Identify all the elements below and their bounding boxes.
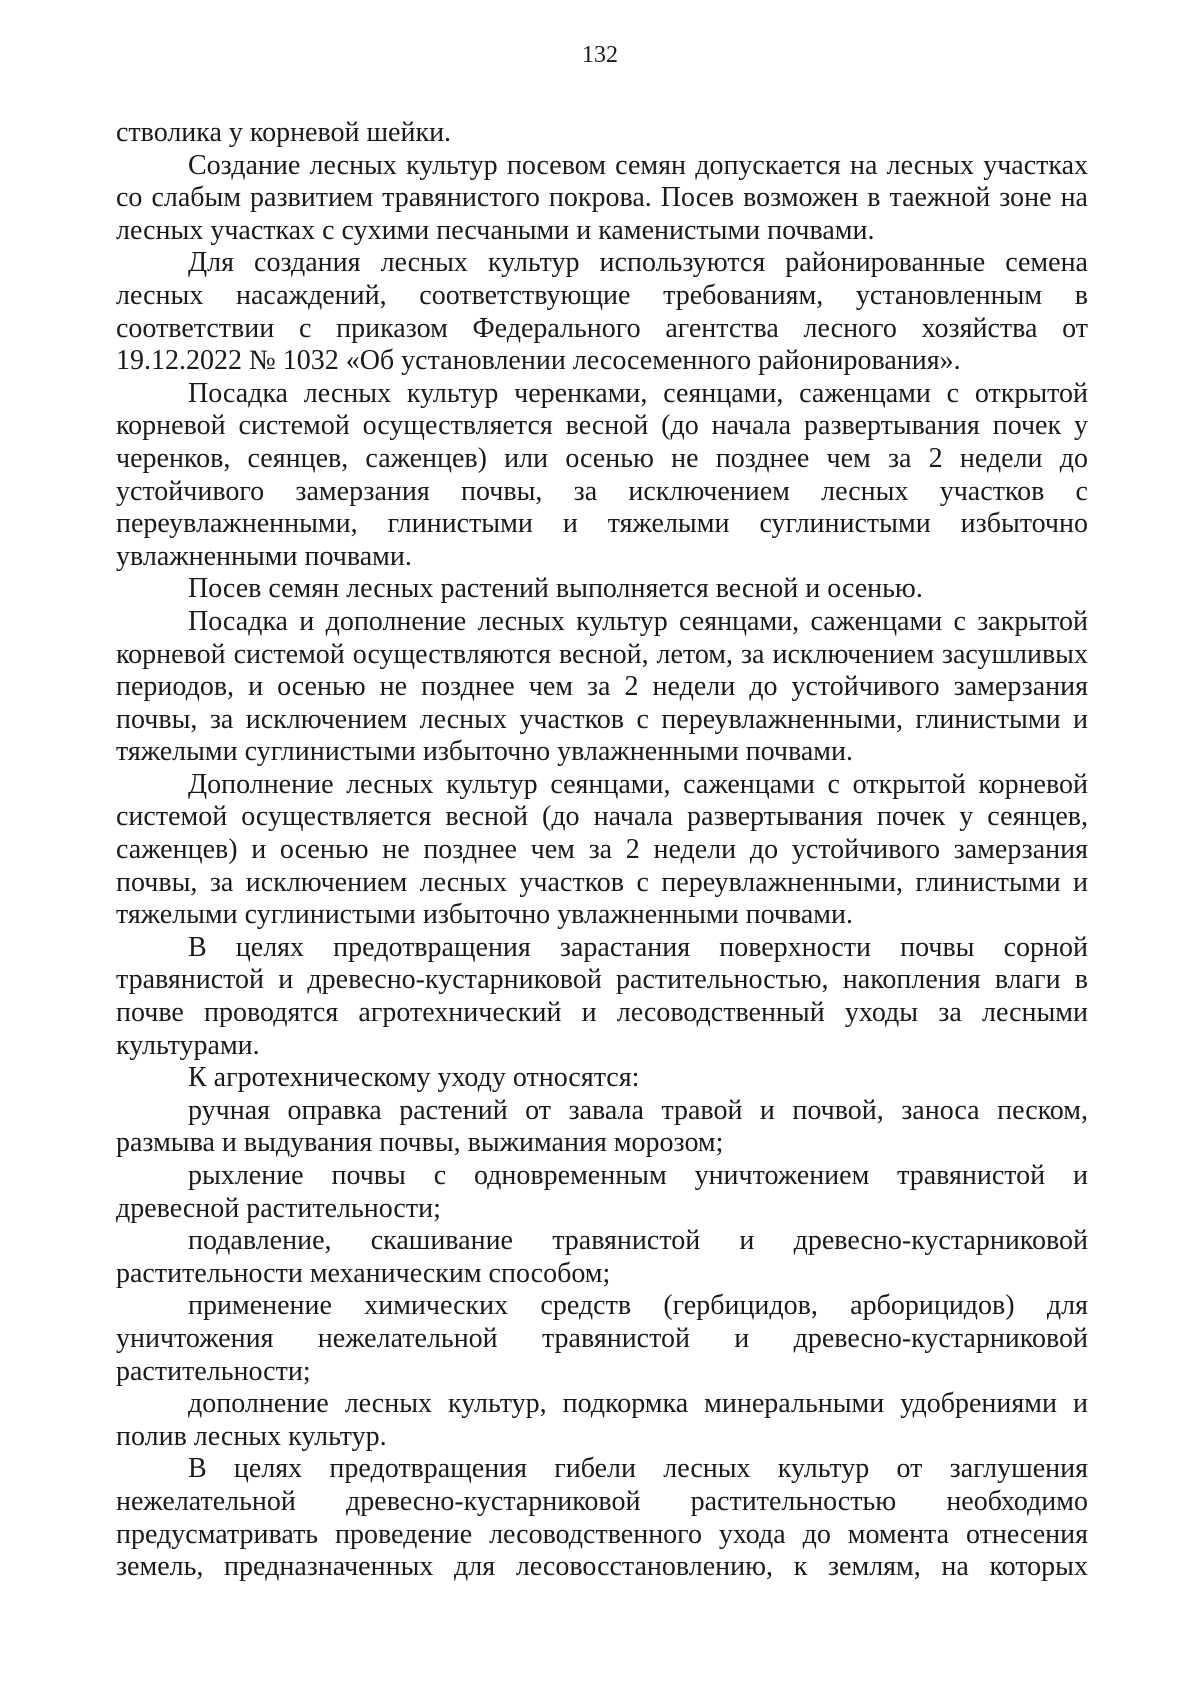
paragraph-closed-root-planting: Посадка и дополнение лесных культур сеянцами, саженцами с закрытой корневой системой осуществляются весной, летом, за исключением засушливых периодов, и осенью не позднее чем за 2 недели до устойчивого замерзания почвы, за исключением лесных участков с переувлажненными, глинистыми и тяжелыми суглинистыми избыточно увлажненными почвами. bbox=[116, 605, 1088, 768]
paragraph-seed-sowing: Создание лесных культур посевом семян допускается на лесных участках со слабым развитием травянистого покрова. Посев возможен в таежной зоне на лесных участках с сухими песчаными и каменистыми почвами. bbox=[116, 149, 1088, 246]
list-item-fertilizing: дополнение лесных культур, подкормка минеральными удобрениями и полив лесных культур. bbox=[116, 1388, 1088, 1452]
paragraph-agrotechnical-heading: К агротехническому уходу относятся: bbox=[188, 1062, 640, 1094]
paragraph-silvicultural-care: В целях предотвращения гибели лесных культур от заглушения нежелательной древесно-кустарниковой растительностью необходимо предусматривать проведение лесоводственного ухода до момента отнесения земель, предназначенных для лесовосстановлению, к землям, на которых bbox=[116, 1453, 1088, 1583]
paragraph-continuation: стволика у корневой шейки. bbox=[116, 117, 452, 148]
paragraph-sowing-season: Посев семян лесных растений выполняется весной и осенью. bbox=[188, 573, 923, 605]
paragraph-open-root-planting: Посадка лесных культур черенками, сеянцами, саженцами с открытой корневой системой осуществляется весной (до начала развертывания почек у черенков, сеянцев, саженцев) или осенью не позднее чем за 2 недели до устойчивого замерзания почвы, за исключением лесных участков с переувлажненными, глинистыми и тяжелыми суглинистыми избыточно увлажненными почвами. bbox=[116, 377, 1088, 572]
paragraph-supplementing: Дополнение лесных культур сеянцами, саженцами с открытой корневой системой осуществляется весной (до начала развертывания почек у сеянцев, саженцев) и осенью не позднее чем за 2 недели до устойчивого замерзания почвы, за исключением лесных участков с переувлажненными, глинистыми и тяжелыми суглинистыми избыточно увлажненными почвами. bbox=[116, 768, 1088, 931]
document-body bbox=[116, 117, 1088, 1584]
list-item-mowing: подавление, скашивание травянистой и древесно-кустарниковой растительности механическим способом; bbox=[116, 1225, 1088, 1289]
list-item-chemicals: применение химических средств (гербицидов, арборицидов) для уничтожения нежелательной травянистой и древесно-кустарниковой растительности; bbox=[116, 1290, 1088, 1387]
list-item-manual-correction: ручная оправка растений от завала травой и почвой, заноса песком, размыва и выдувания почвы, выжимания морозом; bbox=[116, 1094, 1088, 1159]
paragraph-seed-zoning: Для создания лесных культур используются районированные семена лесных насаждений, соответствующие требованиям, установленным в соответствии с приказом Федерального агентства лесного хозяйства от 19.12.2022 № 1032 «Об установлении лесосеменного районирования». bbox=[116, 247, 1088, 377]
list-item-loosening: рыхление почвы с одновременным уничтожением травянистой и древесной растительности; bbox=[116, 1160, 1088, 1224]
paragraph-care-purpose: В целях предотвращения зарастания поверхности почвы сорной травянистой и древесно-кустарниковой растительностью, накопления влаги в почве проводятся агротехнический и лесоводственный уходы за лесными культурами. bbox=[116, 931, 1088, 1061]
page-number: 132 bbox=[582, 42, 618, 68]
